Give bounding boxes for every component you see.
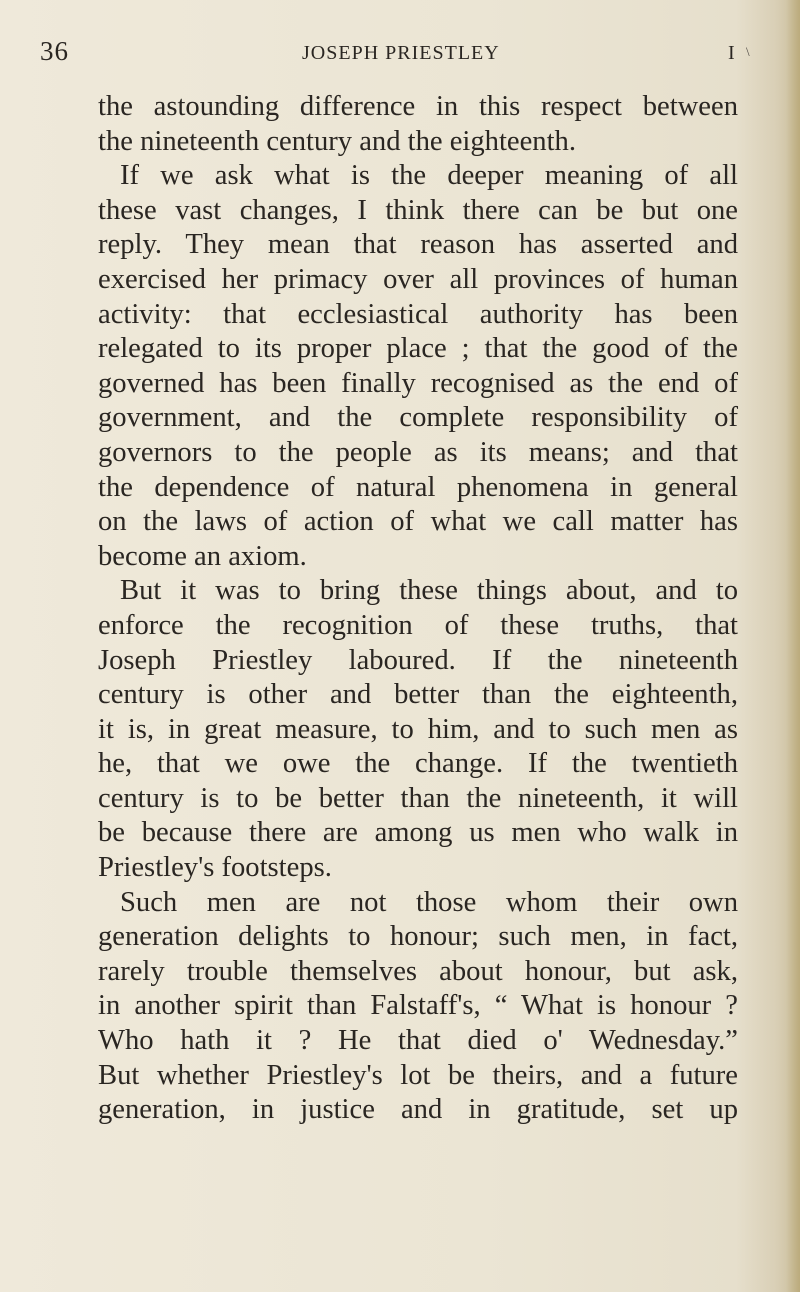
text-line: century is other and better than the eighteenth,	[98, 679, 738, 711]
text-line: the dependence of natural phenomena in general	[98, 471, 738, 503]
text-line: on the laws of action of what we call matter has	[98, 506, 738, 538]
chapter-mark: I	[728, 42, 736, 64]
text-line: exercised her primacy over all provinces of human	[98, 263, 738, 295]
text-line: the astounding difference in this respect between	[98, 91, 738, 122]
header-tick-mark: \	[746, 44, 751, 59]
text-line: governors to the people as its means; and that	[98, 436, 738, 468]
text-line: But it was to bring these things about, and to	[120, 575, 738, 607]
text-line: reply. They mean that reason has asserted and	[98, 229, 738, 261]
text-line: Who hath it ? He that died o' Wednesday.”	[98, 1025, 738, 1057]
text-line: Such men are not those whom their own	[120, 886, 738, 918]
text-line: be because there are among us men who walk in	[98, 817, 738, 849]
text-line: these vast changes, I think there can be but one	[98, 194, 738, 226]
text-line: enforce the recognition of these truths, that	[98, 609, 738, 641]
text-line: Priestley's footsteps.	[98, 852, 332, 884]
text-line: he, that we owe the change. If the twentieth	[98, 748, 738, 780]
text-line: generation, in justice and in gratitude, set up	[98, 1094, 738, 1126]
text-line: governed has been finally recognised as the end of	[98, 367, 738, 399]
running-head: JOSEPH PRIESTLEY	[302, 42, 500, 64]
text-line: But whether Priestley's lot be theirs, and a future	[98, 1059, 738, 1091]
page-number: 36	[40, 36, 69, 66]
text-line: become an axiom.	[98, 540, 307, 572]
text-line: century is to be better than the nineteenth, it will	[98, 782, 738, 814]
body-text	[98, 90, 738, 1128]
text-line: generation delights to honour; such men, in fact,	[98, 921, 738, 953]
text-line: Joseph Priestley laboured. If the nineteenth	[98, 644, 738, 676]
text-line: If we ask what is the deeper meaning of all	[120, 160, 738, 192]
text-line: relegated to its proper place ; that the good of the	[98, 333, 738, 365]
text-line: activity: that ecclesiastical authority has been	[98, 298, 738, 330]
text-line: government, and the complete responsibility of	[98, 402, 738, 434]
page-header	[40, 36, 751, 76]
text-line: it is, in great measure, to him, and to such men as	[98, 713, 738, 745]
text-line: the nineteenth century and the eighteenth.	[98, 125, 576, 157]
text-line: in another spirit than Falstaff's, “ What is honour ?	[98, 990, 738, 1022]
text-line: rarely trouble themselves about honour, but ask,	[98, 955, 738, 987]
page-edge-shadow	[786, 0, 800, 1292]
